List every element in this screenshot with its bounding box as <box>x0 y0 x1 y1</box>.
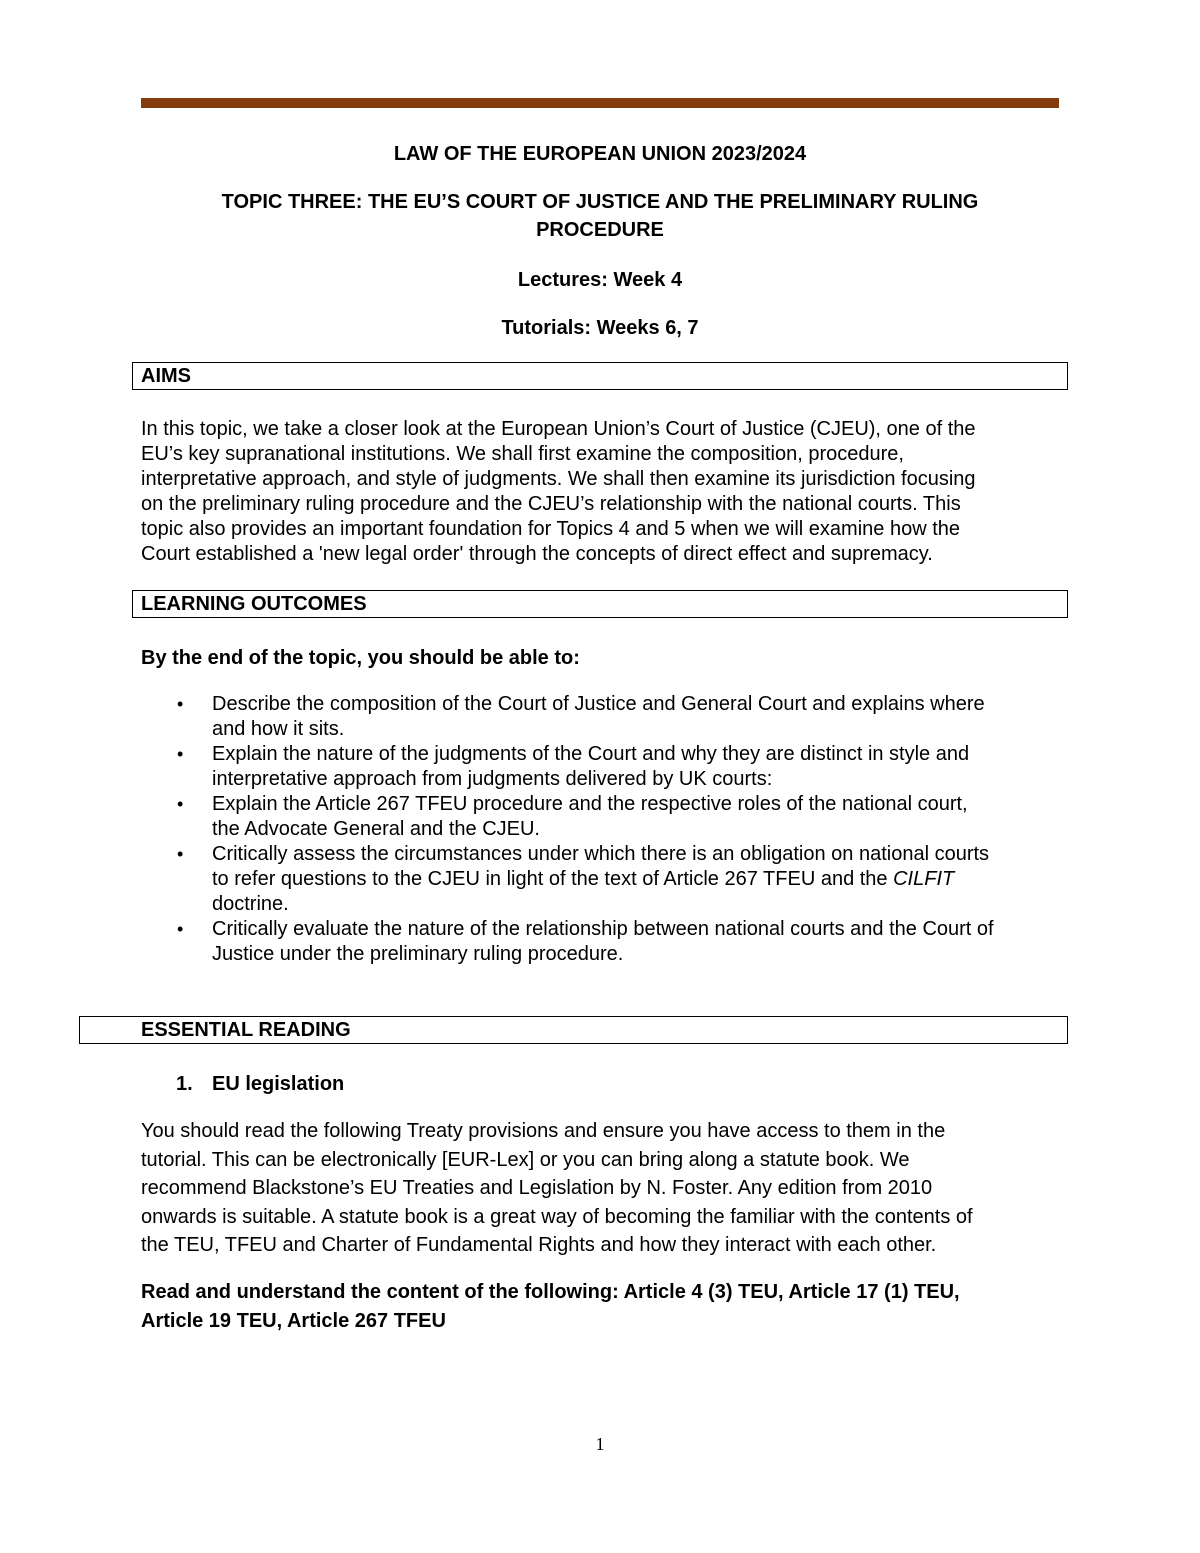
reading-paragraph <box>141 1117 1061 1260</box>
required-articles-line: Read and understand the content of the following: Article 4 (3) TEU, Article 17 (1) TEU, <box>141 1281 960 1303</box>
list-item-line <box>212 867 1071 892</box>
aims-paragraph <box>141 417 1061 567</box>
list-item-line: Justice under the preliminary ruling procedure. <box>212 943 624 965</box>
aims-line: Court established a 'new legal order' through the concepts of direct effect and supremacy. <box>141 543 933 565</box>
list-item-line: interpretative approach from judgments delivered by UK courts: <box>212 768 773 790</box>
learning-outcomes-heading: LEARNING OUTCOMES <box>141 593 367 615</box>
tutorials-schedule: Tutorials: Weeks 6, 7 <box>501 317 699 339</box>
reading-line: You should read the following Treaty provisions and ensure you have access to them in the <box>141 1120 946 1142</box>
list-item <box>141 792 1071 842</box>
bullet-icon: • <box>177 694 184 714</box>
eu-legislation-subheading <box>176 1070 344 1098</box>
reading-line: recommend Blackstone’s EU Treaties and Legislation by N. Foster. Any edition from 2010 <box>141 1177 933 1199</box>
list-item-line: Explain the nature of the judgments of the Court and why they are distinct in style and <box>212 743 970 765</box>
aims-heading: AIMS <box>141 365 191 387</box>
topic-title-line-1: TOPIC THREE: THE EU’S COURT OF JUSTICE AND THE PRELIMINARY RULING <box>221 191 979 213</box>
essential-reading-heading: ESSENTIAL READING <box>141 1019 351 1041</box>
required-articles-line: Article 19 TEU, Article 267 TFEU <box>141 1309 446 1332</box>
aims-line: In this topic, we take a closer look at the European Union’s Court of Justice (CJEU), one of the <box>141 418 976 440</box>
essential-reading-heading-box <box>79 1016 1068 1044</box>
course-title: LAW OF THE EUROPEAN UNION 2023/2024 <box>393 143 807 165</box>
reading-line: the TEU, TFEU and Charter of Fundamental Rights and how they interact with each other. <box>141 1234 937 1256</box>
reading-line: onwards is suitable. A statute book is a great way of becoming the familiar with the contents of <box>141 1205 973 1228</box>
list-item-line: Explain the Article 267 TFEU procedure and the respective roles of the national court, <box>212 793 968 815</box>
required-articles <box>141 1278 1061 1335</box>
subheading-number: 1. <box>176 1073 193 1095</box>
aims-line: on the preliminary ruling procedure and the CJEU’s relationship with the national courts. This <box>141 493 961 515</box>
bullet-icon: • <box>177 744 184 764</box>
page-number: 1 <box>595 1434 605 1454</box>
topic-title-line-2: PROCEDURE <box>536 219 664 241</box>
list-item <box>141 917 1071 967</box>
list-item <box>141 742 1071 792</box>
subheading-title: EU legislation <box>212 1073 345 1095</box>
list-item-line: Critically assess the circumstances under which there is an obligation on national courts <box>212 843 990 865</box>
list-item <box>141 692 1071 742</box>
list-item-line: and how it sits. <box>212 718 345 740</box>
aims-line: topic also provides an important foundation for Topics 4 and 5 when we will examine how the <box>141 518 960 540</box>
list-item-line: doctrine. <box>212 893 289 915</box>
reading-line: tutorial. This can be electronically [EUR-Lex] or you can bring along a statute book. We <box>141 1148 910 1171</box>
aims-line: interpretative approach, and style of judgments. We shall then examine its jurisdiction focusing <box>141 468 976 490</box>
bullet-icon: • <box>177 919 184 939</box>
learning-outcomes-intro: By the end of the topic, you should be able to: <box>141 647 580 669</box>
learning-outcomes-heading-box <box>132 590 1068 618</box>
lectures-schedule: Lectures: Week 4 <box>517 269 683 291</box>
learning-outcomes-list <box>141 692 1071 967</box>
aims-heading-box <box>132 362 1068 390</box>
list-item-line: the Advocate General and the CJEU. <box>212 818 540 840</box>
header-rule <box>141 98 1059 108</box>
cilfit-emphasis: CILFIT <box>893 868 955 890</box>
bullet-icon: • <box>177 794 184 814</box>
bullet-icon: • <box>177 844 184 864</box>
list-item <box>141 842 1071 917</box>
list-item-line: Critically evaluate the nature of the relationship between national courts and the Court of <box>212 918 994 940</box>
aims-line: EU’s key supranational institutions. We shall first examine the composition, procedure, <box>141 443 904 465</box>
list-item-text: to refer questions to the CJEU in light of the text of Article 267 TFEU and the <box>212 868 894 890</box>
list-item-line: Describe the composition of the Court of Justice and General Court and explains where <box>212 693 985 715</box>
